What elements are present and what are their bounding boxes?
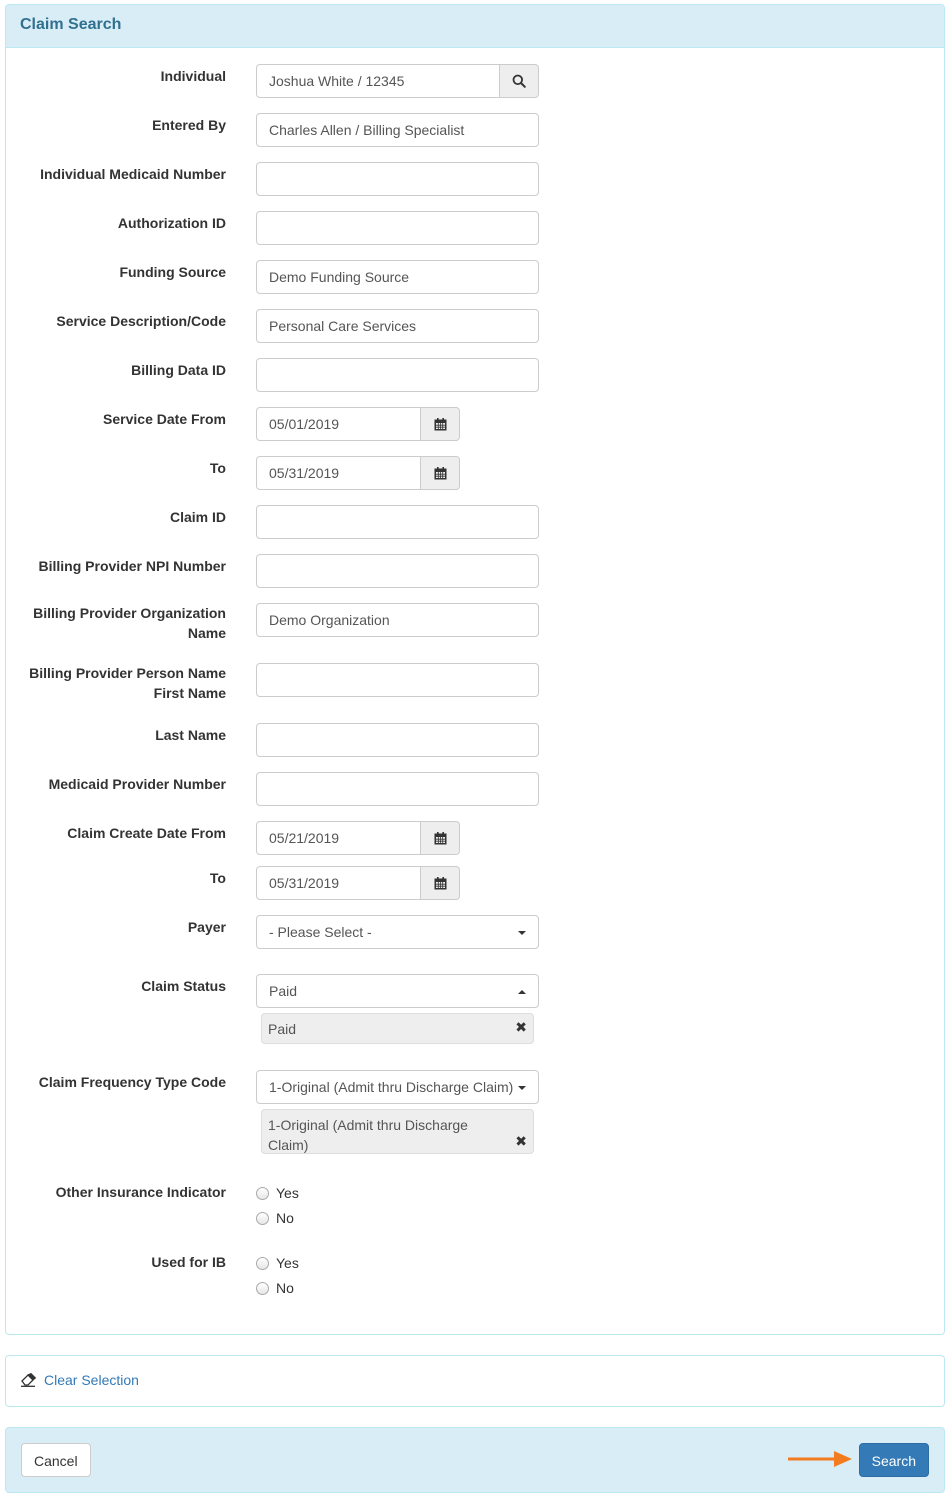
cancel-button[interactable]: Cancel	[21, 1443, 91, 1477]
radio-yes[interactable]	[256, 1257, 269, 1270]
radio-no[interactable]	[256, 1212, 269, 1225]
claim-create-from-label: Claim Create Date From	[67, 825, 226, 841]
remove-icon[interactable]: ✖	[515, 1133, 527, 1149]
calendar-icon	[434, 418, 447, 431]
medicaid-number-input[interactable]	[256, 162, 539, 196]
claim-create-from-input[interactable]: 05/21/2019	[256, 821, 421, 855]
search-icon	[512, 74, 526, 88]
claim-id-input[interactable]	[256, 505, 539, 539]
used-for-ib-yes-option[interactable]	[256, 1250, 299, 1275]
frequency-code-select[interactable]	[256, 1070, 539, 1104]
panel-heading	[6, 5, 944, 48]
claim-status-select[interactable]	[256, 974, 539, 1008]
entered-by-label: Entered By	[152, 117, 226, 133]
panel-title: Claim Search	[20, 16, 122, 33]
claim-status-chip	[261, 1013, 534, 1044]
service-date-from-label: Service Date From	[103, 411, 226, 427]
authorization-id-label: Authorization ID	[117, 215, 226, 231]
chevron-up-icon	[518, 990, 526, 994]
payer-select-value: - Please Select -	[269, 924, 372, 940]
service-date-to-calendar-button[interactable]	[421, 456, 460, 490]
radio-yes[interactable]	[256, 1187, 269, 1200]
payer-label: Payer	[187, 919, 226, 935]
search-button[interactable]: Search	[859, 1443, 929, 1477]
frequency-code-label: Claim Frequency Type Code	[38, 1074, 226, 1090]
org-name-label-line1: Billing Provider Organization	[33, 605, 226, 621]
claim-search-panel	[5, 4, 945, 1335]
authorization-id-input[interactable]	[256, 211, 539, 245]
frequency-code-chip-label: 1-Original (Admit thru Discharge Claim)	[268, 1117, 468, 1153]
used-for-ib-label: Used for IB	[151, 1254, 226, 1270]
claim-create-to-input[interactable]: 05/31/2019	[256, 866, 421, 900]
medicaid-number-label: Individual Medicaid Number	[40, 166, 226, 182]
eraser-icon	[21, 1373, 37, 1387]
last-name-label: Last Name	[155, 727, 226, 743]
npi-number-label: Billing Provider NPI Number	[38, 558, 226, 574]
radio-yes-label: Yes	[276, 1254, 299, 1271]
service-date-from-input[interactable]: 05/01/2019	[256, 407, 421, 441]
first-name-label-text: First Name	[153, 685, 226, 701]
billing-data-id-input[interactable]	[256, 358, 539, 392]
payer-select[interactable]	[256, 915, 539, 949]
calendar-icon	[434, 832, 447, 845]
other-insurance-label: Other Insurance Indicator	[55, 1184, 226, 1200]
arrow-pointer-icon	[788, 1450, 854, 1468]
radio-yes-label: Yes	[276, 1184, 299, 1201]
claim-status-label: Claim Status	[141, 978, 226, 994]
individual-search-button[interactable]	[500, 64, 539, 98]
claim-create-to-label: To	[209, 870, 226, 886]
chevron-down-icon	[518, 931, 526, 935]
medicaid-provider-input[interactable]	[256, 772, 539, 806]
last-name-input[interactable]	[256, 723, 539, 757]
calendar-icon	[434, 467, 447, 480]
service-date-to-input[interactable]: 05/31/2019	[256, 456, 421, 490]
service-date-from-calendar-button[interactable]	[421, 407, 460, 441]
first-name-input[interactable]	[256, 663, 539, 697]
first-name-label	[11, 663, 226, 703]
frequency-code-chip	[261, 1109, 534, 1154]
claim-status-select-value: Paid	[269, 983, 298, 999]
individual-input[interactable]: Joshua White / 12345	[256, 64, 500, 98]
radio-no[interactable]	[256, 1282, 269, 1295]
funding-source-input[interactable]: Demo Funding Source	[256, 260, 539, 294]
frequency-code-select-value: 1-Original (Admit thru Discharge Claim)	[269, 1079, 514, 1095]
claim-status-chip-label: Paid	[268, 1021, 297, 1037]
radio-no-label: No	[276, 1279, 294, 1296]
remove-icon[interactable]: ✖	[515, 1019, 527, 1035]
clear-selection-panel	[5, 1355, 945, 1407]
service-desc-label: Service Description/Code	[56, 313, 226, 329]
org-name-input[interactable]: Demo Organization	[256, 603, 539, 637]
chevron-down-icon	[518, 1086, 526, 1090]
entered-by-input[interactable]: Charles Allen / Billing Specialist	[256, 113, 539, 147]
claim-create-to-calendar-button[interactable]	[421, 866, 460, 900]
other-insurance-no-option[interactable]	[256, 1205, 299, 1230]
clear-selection-link[interactable]	[21, 1372, 139, 1388]
individual-label: Individual	[160, 68, 226, 84]
npi-number-input[interactable]	[256, 554, 539, 588]
used-for-ib-no-option[interactable]	[256, 1275, 299, 1300]
individual-group	[256, 64, 539, 98]
radio-no-label: No	[276, 1209, 294, 1226]
clear-selection-label: Clear Selection	[44, 1372, 139, 1388]
service-desc-input[interactable]: Personal Care Services	[256, 309, 539, 343]
org-name-label	[11, 603, 226, 643]
claim-id-label: Claim ID	[169, 509, 226, 525]
claim-create-from-calendar-button[interactable]	[421, 821, 460, 855]
calendar-icon	[434, 877, 447, 890]
person-name-label: Billing Provider Person Name	[29, 665, 226, 681]
footer-panel	[5, 1427, 945, 1493]
billing-data-id-label: Billing Data ID	[131, 362, 226, 378]
org-name-label-line2: Name	[187, 625, 226, 641]
medicaid-provider-label: Medicaid Provider Number	[48, 776, 226, 792]
funding-source-label: Funding Source	[119, 264, 226, 280]
service-date-to-label: To	[209, 460, 226, 476]
other-insurance-yes-option[interactable]	[256, 1180, 299, 1205]
